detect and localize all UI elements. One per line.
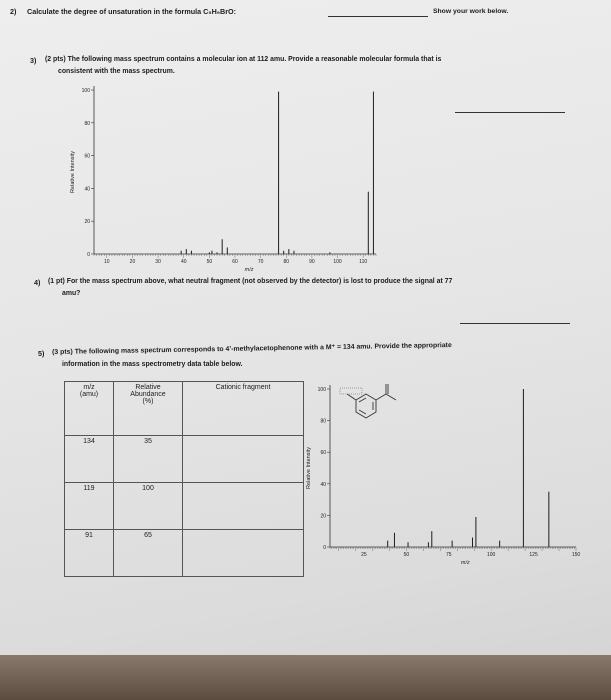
q2-instruction: Show your work below. — [433, 8, 509, 15]
x-tick-label: 25 — [361, 552, 367, 558]
y-tick-label: 40 — [320, 481, 326, 488]
header-abundance: Relative Abundance (%) — [114, 382, 183, 436]
y-tick-label: 40 — [84, 186, 90, 193]
y-tick-label: 100 — [317, 387, 326, 393]
y-tick-label: 20 — [84, 219, 90, 226]
x-tick-label: 125 — [529, 552, 538, 558]
x-tick-label: 20 — [129, 259, 136, 265]
q4-number: 4) — [34, 278, 41, 287]
q3-text-line1: (2 pts) The following mass spectrum contains a molecular ion at 112 amu. Provide a reasonable molecular formula that is — [45, 56, 442, 63]
x-axis-label: m/z — [244, 267, 254, 273]
x-tick-label: 40 — [180, 259, 187, 265]
x-tick-label: 100 — [333, 259, 342, 265]
q4-text-line2: amu? — [62, 290, 81, 297]
y-axis-label: Relative Intensity — [306, 447, 312, 489]
q5-text-line2: information in the mass spectrometry data table below. — [62, 361, 243, 368]
q4-text-line1: (1 pt) For the mass spectrum above, what neutral fragment (not observed by the detector) is lost to produce the signal at 77 — [48, 278, 453, 285]
x-axis-label: m/z — [460, 560, 470, 566]
q3-text-line2: consistent with the mass spectrum. — [58, 68, 175, 75]
y-tick-label: 80 — [320, 418, 326, 425]
x-tick-label: 10 — [104, 259, 110, 265]
header-mz: m/z (amu) — [65, 382, 114, 436]
x-tick-label: 50 — [403, 552, 410, 558]
table-surface — [0, 655, 611, 700]
cell-abundance: 100 — [114, 482, 183, 529]
y-tick-label: 60 — [320, 450, 326, 457]
x-tick-label: 75 — [445, 552, 452, 558]
x-tick-label: 80 — [283, 259, 290, 265]
q5-text-line1: (3 pts) The following mass spectrum corresponds to 4’-methylacetophenone with a M⁺ = 134 amu. Provide the appropriate — [52, 342, 452, 356]
cell-mz: 91 — [65, 529, 114, 576]
y-tick-label: 80 — [84, 120, 90, 127]
q5-number: 5) — [38, 349, 45, 358]
q2-number: 2) — [10, 7, 17, 16]
x-tick-label: 90 — [309, 259, 315, 265]
x-tick-label: 100 — [487, 552, 496, 558]
y-tick-label: 60 — [84, 153, 90, 160]
x-tick-label: 30 — [155, 259, 161, 265]
x-tick-label: 70 — [257, 259, 264, 265]
x-tick-label: 110 — [359, 259, 368, 265]
cell-abundance: 35 — [114, 435, 183, 482]
q2-prompt: Calculate the degree of unsaturation in the formula C₅H₉BrO: — [27, 7, 237, 16]
y-axis-label: Relative Intensity — [70, 151, 76, 193]
header-fragment: Cationic fragment — [183, 382, 304, 436]
y-tick-label: 100 — [81, 88, 90, 94]
cell-mz: 119 — [65, 482, 114, 529]
y-tick-label: 0 — [323, 545, 326, 551]
y-tick-label: 20 — [320, 513, 326, 520]
cell-mz: 134 — [65, 435, 114, 482]
q3-number: 3) — [30, 56, 37, 65]
cell-abundance: 65 — [114, 529, 183, 576]
x-tick-label: 60 — [232, 259, 238, 265]
y-tick-label: 0 — [87, 252, 90, 258]
x-tick-label: 150 — [571, 552, 581, 558]
x-tick-label: 50 — [206, 259, 213, 265]
